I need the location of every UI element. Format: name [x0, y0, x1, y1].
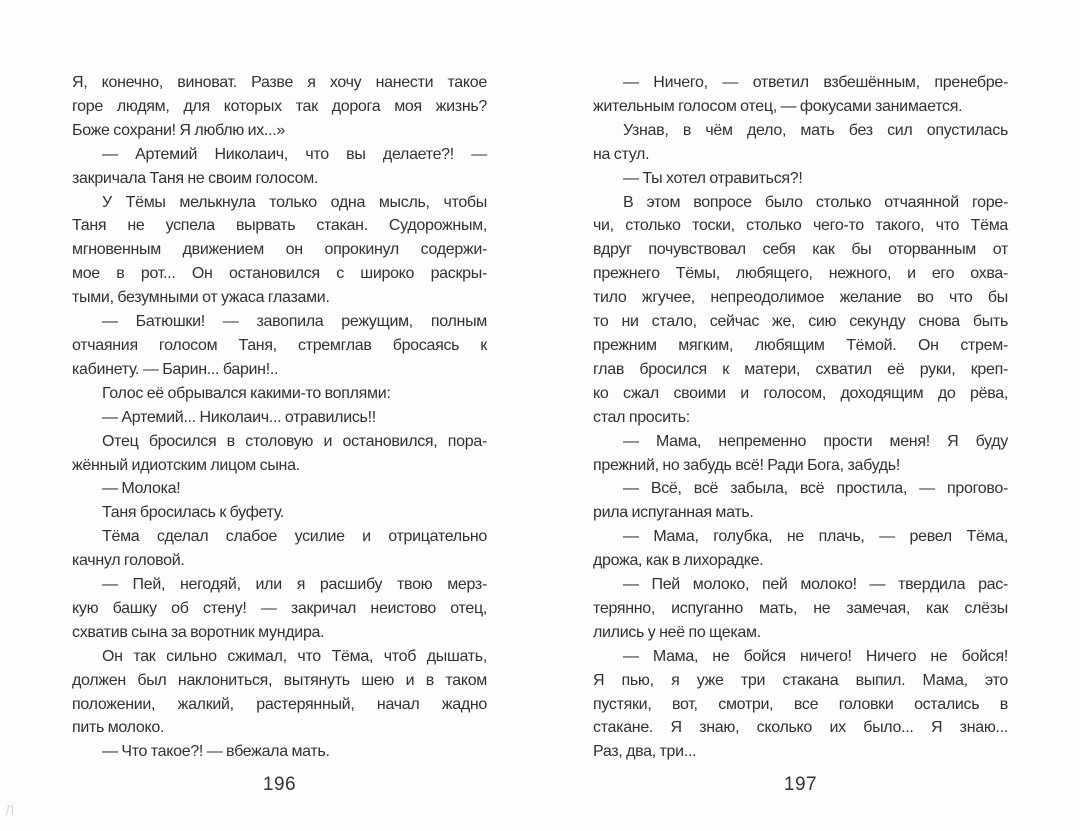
text-line: кую башку об стену! — закричал неистово отец,: [72, 599, 487, 617]
left-page-text: [72, 71, 487, 764]
paragraph: [72, 573, 487, 645]
text-line: пустяки, вот, смотри, все головки остались в: [593, 695, 1008, 713]
text-line: — Артемий Николаич, что вы делаете?! —: [102, 145, 487, 163]
paragraph: [72, 477, 487, 501]
text-line: стакане. Я знаю, сколько их было... Я знаю...: [593, 719, 1008, 737]
paragraph: [72, 143, 487, 191]
text-line: жённый идиотским лицом сына.: [72, 456, 300, 474]
text-line: горе людям, для которых так дорога моя жизнь?: [72, 97, 487, 115]
text-line: Узнав, в чём дело, мать без сил опустилась: [623, 121, 1008, 139]
text-line: — Что такое?! — вбежала мать.: [102, 743, 330, 761]
text-line: — Молока!: [102, 480, 181, 498]
text-line: Раз, два, три...: [593, 743, 697, 761]
right-page-number: 197: [783, 774, 818, 795]
text-line: положении, жалкий, растерянный, начал жадно: [72, 695, 487, 713]
text-line: дрожа, как в лихорадке.: [593, 552, 764, 570]
text-line: жительным голосом отец, — фокусами занимается.: [593, 97, 963, 115]
text-line: прежним мягким, любящим Тёмой. Он стрем-: [593, 336, 1008, 354]
text-line: — Батюшки! — завопила режущим, полным: [102, 313, 487, 331]
paragraph: [593, 645, 1008, 765]
text-line: закричала Таня не своим голосом.: [72, 169, 319, 187]
paragraph: [72, 525, 487, 573]
text-line: — Пей, негодяй, или я расшибу твою мерз-: [102, 576, 487, 594]
left-page-number: 196: [262, 774, 297, 795]
paragraph: [72, 406, 487, 430]
paragraph: [593, 525, 1008, 573]
text-line: — Артемий... Николаич... отравились!!: [102, 408, 376, 426]
text-line: качнул головой.: [72, 552, 185, 570]
text-line: Я, конечно, виноват. Разве я хочу нанести такое: [72, 74, 487, 91]
text-line: — Пей молоко, пей молоко! — твердила рас-: [623, 576, 1008, 594]
paragraph: [593, 119, 1008, 167]
text-line: — Ничего, — ответил взбешённым, пренебре-: [623, 74, 1008, 91]
text-line: вдруг почувствовал себя как бы оторванным от: [593, 241, 1008, 259]
text-line: Голос её обрывался какими-то воплями:: [102, 384, 391, 402]
paragraph: [72, 191, 487, 311]
text-line: Таня не успела вырвать стакан. Судорожным,: [72, 217, 487, 235]
text-line: У Тёмы мелькнула только одна мысль, чтобы: [102, 193, 487, 211]
paragraph: [72, 310, 487, 382]
text-line: глав бросился к матери, схватил её руки, креп-: [593, 360, 1008, 378]
text-line: — Всё, всё забыла, всё простила, — прогово-: [623, 480, 1008, 498]
text-line: мгновенным движением он опрокинул содержи-: [72, 241, 487, 259]
paragraph: [593, 191, 1008, 430]
text-line: на стул.: [593, 145, 650, 163]
text-line: — Мама, голубка, не плачь, — ревел Тёма,: [623, 528, 1008, 546]
text-line: рила испуганная мать.: [593, 504, 754, 522]
text-line: Таня бросилась к буфету.: [102, 504, 285, 522]
right-page-text: [593, 71, 1008, 764]
text-line: Боже сохрани! Я люблю их...»: [72, 121, 285, 139]
paragraph: [72, 71, 487, 143]
text-line: тило жгучее, непреодолимое желание во что бы: [593, 289, 1008, 307]
text-line: — Мама, не бойся ничего! Ничего не бойся!: [623, 647, 1008, 665]
text-line: отчаяния голосом Таня, стремглав бросаясь к: [72, 336, 487, 354]
labirint-watermark-icon: Л: [5, 802, 15, 818]
text-line: стал просить:: [593, 408, 690, 426]
text-line: Тёма сделал слабое усилие и отрицательно: [102, 528, 487, 546]
paragraph: [72, 382, 487, 406]
text-line: схватив сына за воротник мундира.: [72, 623, 325, 641]
paragraph: [593, 167, 1008, 191]
paragraph: [593, 430, 1008, 478]
paragraph: [593, 71, 1008, 119]
paragraph: [72, 430, 487, 478]
text-line: — Мама, непременно прости меня! Я буду: [623, 432, 1008, 450]
text-line: мое в рот... Он остановился с широко раскры-: [72, 265, 487, 283]
text-line: Он так сильно сжимал, что Тёма, чтоб дышать,: [102, 647, 487, 665]
text-line: должен был наклониться, вытянуть шею и в таком: [72, 671, 487, 689]
text-line: пить молоко.: [72, 719, 165, 737]
text-line: В этом вопросе было столько отчаянной горе-: [623, 193, 1008, 211]
paragraph: [593, 573, 1008, 645]
text-line: прежний, но забудь всё! Ради Бога, забудь!: [593, 456, 900, 474]
text-line: терянно, испуганно мать, не замечая, как слёзы: [593, 599, 1008, 617]
text-line: лились у неё по щекам.: [593, 623, 761, 641]
paragraph: [72, 501, 487, 525]
text-line: — Ты хотел отравиться?!: [623, 169, 803, 187]
text-line: чи, столько тоски, столько чего-то такого, что Тёма: [593, 217, 1008, 235]
text-line: Я пью, я уже три стакана выпил. Мама, это: [593, 671, 1008, 689]
text-line: ко сжал своими и голосом, доходящим до рёва,: [593, 384, 1008, 402]
paragraph: [72, 645, 487, 741]
text-line: тыми, безумными от ужаса глазами.: [72, 289, 330, 307]
text-line: кабинету. — Барин... барин!..: [72, 360, 279, 378]
paragraph: [593, 477, 1008, 525]
paragraph: [72, 740, 487, 764]
text-line: Отец бросился в столовую и остановился, пора-: [102, 432, 487, 450]
text-line: прежнего Тёмы, любящего, нежного, и его охва-: [593, 265, 1008, 283]
text-line: то ни стало, сейчас же, сию секунду снова быть: [593, 313, 1008, 331]
